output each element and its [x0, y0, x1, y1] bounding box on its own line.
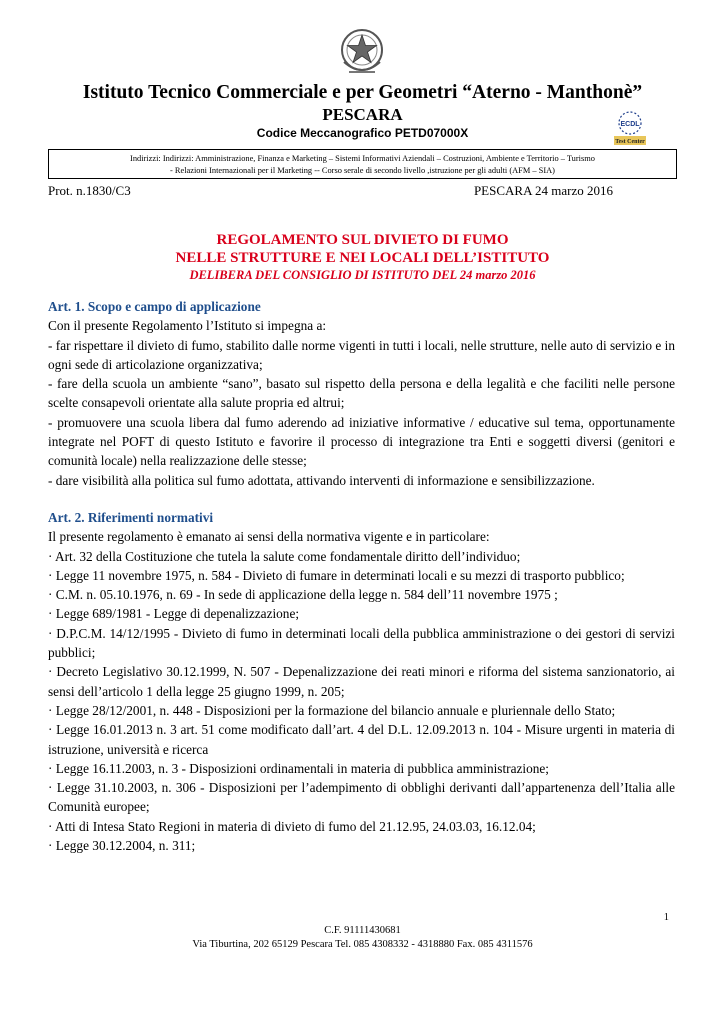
- list-item: · Legge 16.01.2013 n. 3 art. 51 come modificato dall’art. 4 del D.L. 12.09.2013 n. 104 - Misure urgenti in materia di istruzione, università e ricerca: [48, 722, 675, 757]
- list-item: · Atti di Intesa Stato Regioni in materia di divieto di fumo del 21.12.95, 24.03.03, 16.12.04;: [48, 818, 536, 834]
- article-1-heading: Art. 1. Scopo e campo di applicazione: [48, 299, 261, 314]
- paragraph: Con il presente Regolamento l’Istituto si impegna a:: [48, 318, 327, 334]
- school-city: PESCARA: [322, 105, 403, 124]
- ecdl-label: Test Center: [615, 139, 645, 145]
- paragraph: - promuovere una scuola libera dal fumo aderendo ad iniziative informative / educative sul tema, opportunamente integrate nel POFT di questo Istituto e favorire il processo di integrazione tra Enti e soggetti diversi (genitori e comunità locale) nella realizzazione delle stesse;: [48, 414, 675, 469]
- list-item: · Decreto Legislativo 30.12.1999, N. 507 - Depenalizzazione dei reati minori e riforma del sistema sanzionatorio, ai sensi dell’articolo 1 della legge 25 giugno 1999, n. 205;: [48, 664, 675, 699]
- paragraph: - dare visibilità alla politica sul fumo adottata, attivando interventi di informazione e sensibilizzazione.: [48, 472, 595, 488]
- addresses-line: - Relazioni Internazionali per il Marketing -- Corso serale di secondo livello ,istruzione per gli adulti (AFM – SIA): [170, 165, 555, 175]
- ecdl-test-center-icon: [612, 108, 648, 146]
- list-item: · Legge 30.12.2004, n. 311;: [48, 838, 196, 854]
- document-title-line-1: REGOLAMENTO SUL DIVIETO DI FUMO: [216, 232, 509, 248]
- footer-tax-code: C.F. 91111430681: [324, 925, 401, 936]
- document-subtitle: DELIBERA DEL CONSIGLIO DI ISTITUTO DEL 24 marzo 2016: [189, 268, 536, 282]
- protocol-number: Prot. n.1830/C3: [48, 183, 131, 198]
- list-item: · Legge 11 novembre 1975, n. 584 - Divieto di fumare in determinati locali e su mezzi di trasporto pubblico;: [48, 567, 625, 583]
- footer-address: Via Tiburtina, 202 65129 Pescara Tel. 085 4308332 - 4318880 Fax. 085 4311576: [192, 939, 533, 950]
- school-code: Codice Meccanografico PETD07000X: [256, 126, 469, 140]
- list-item: · Legge 689/1981 - Legge di depenalizzazione;: [48, 606, 300, 622]
- list-item: · Legge 31.10.2003, n. 306 - Disposizioni per l’adempimento di obblighi derivanti dall’appartenenza dell’Italia alle Comunità europee;: [48, 780, 675, 815]
- document-title-line-2: NELLE STRUTTURE E NEI LOCALI DELL’ISTITUTO: [175, 250, 550, 266]
- place-date: PESCARA 24 marzo 2016: [473, 183, 613, 198]
- list-item: · C.M. n. 05.10.1976, n. 69 - In sede di applicazione della legge n. 584 dell’11 novembre 1975 ;: [48, 587, 558, 603]
- italian-republic-emblem-icon: [337, 26, 387, 80]
- page-number: 1: [663, 912, 669, 923]
- list-item: · Legge 28/12/2001, n. 448 - Disposizioni per la formazione del bilancio annuale e pluriennale dello Stato;: [48, 702, 616, 718]
- addresses-line: Indirizzi: Indirizzi: Amministrazione, Finanza e Marketing – Sistemi Informativi Aziendali – Costruzioni, Ambiente e Territorio – Turismo: [130, 154, 595, 163]
- list-item: · Legge 16.11.2003, n. 3 - Disposizioni ordinamentali in materia di pubblica amministrazione;: [48, 760, 549, 776]
- list-item: · D.P.C.M. 14/12/1995 - Divieto di fumo in determinati locali della pubblica amministrazione o dei gestori di servizi pubblici;: [48, 625, 675, 661]
- svg-text:ECDL: ECDL: [620, 121, 640, 128]
- article-2-heading: Art. 2. Riferimenti normativi: [48, 509, 214, 525]
- document-body: [48, 297, 675, 855]
- school-addresses-box: [48, 149, 677, 179]
- paragraph: - far rispettare il divieto di fumo, stabilito dalle norme vigenti in tutti i locali, nelle strutture, nelle auto di servizio e in ogni sede di articolazione organizzativa;: [48, 337, 675, 372]
- section-spacer: [48, 490, 675, 508]
- school-name: Istituto Tecnico Commerciale e per Geometri “Aterno - Manthonè”: [82, 82, 643, 103]
- paragraph: - fare della scuola un ambiente “sano”, basato sul rispetto della persona e della legalità e che faciliti nelle persone scelte consapevoli orientate alla salute propria ed altrui;: [48, 376, 675, 411]
- list-item: · Art. 32 della Costituzione che tutela la salute come fondamentale diritto dell’individuo;: [48, 548, 521, 564]
- paragraph: Il presente regolamento è emanato ai sensi della normativa vigente e in particolare:: [48, 529, 490, 545]
